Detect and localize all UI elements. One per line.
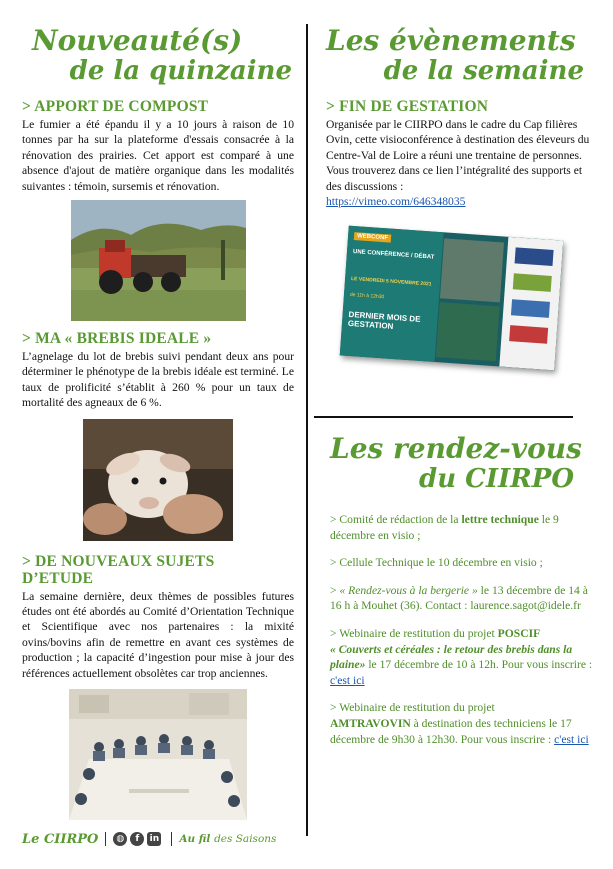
section-nouveaux-sujets [22, 553, 294, 820]
flyer-line1: UNE CONFÉRENCE / DÉBAT [352, 249, 435, 262]
heading-nouveautes: Nouveauté(s) [32, 24, 243, 57]
heading-quinzaine: de la quinzaine [69, 56, 292, 86]
rdv-item-comite: > Comité de rédaction de la lettre technique le 9 décembre en visio ; [330, 513, 559, 542]
section-text: Le fumier a été épandu il y a 10 jours à raison de 10 tonnes par ha sur la plateforme d'essais consacrée à la rénovation des prairies. Cet apport est comparé à une absence d'ajout de matière organique dans les modalités suivantes : témoin, sursemis et rénovation. [22, 118, 294, 193]
section-title: > FIN DE GESTATION [326, 98, 489, 115]
tractor-photo [71, 200, 246, 321]
webconf-flyer [336, 223, 566, 373]
poscif-inscription-link[interactable]: c'est ici [330, 673, 365, 687]
section-rendez-vous [330, 434, 594, 759]
section-title-line2: D’ETUDE [22, 569, 94, 587]
section-divider [314, 416, 573, 418]
ciirpo-logo: Le CIIRPO [22, 831, 99, 847]
section-text: La semaine dernière, deux thèmes de possibles futures études ont été abordés au Comité d’Orientation Technique et Scientifique avec nos partenaires : la mixité ovins/bovins afin de remettre en avant ces systèmes de production ; la capacité d’ingestion pour mise à jour des références actuellement obsolètes car trop anciennes. [22, 589, 294, 680]
linkedin-icon[interactable]: in [147, 832, 161, 846]
heading-evenements: Les évènements [326, 24, 576, 57]
flyer-date: LE VENDREDI 5 NOVEMBRE 2021 [350, 276, 432, 289]
flyer-time: de 11h à 12h30 [349, 292, 385, 301]
heading-du-ciirpo: du CIIRPO [419, 464, 574, 494]
section-text: Organisée par le CIIRPO dans le cadre du Cap filières Ovin, cette visioconférence à destination des éleveurs du Centre-Val de Loire a réuni une trentaine de personnes. Vous trouverez dans ce lien l’intégralité des supports et des discussions : [326, 118, 590, 193]
column-divider [306, 24, 308, 836]
footer-separator [171, 832, 172, 846]
left-column [22, 26, 294, 820]
section-title-line1: > DE NOUVEAUX SUJETS [22, 552, 215, 570]
tagline: Au fil des Saisons [179, 833, 277, 845]
lamb-photo [83, 419, 233, 541]
meeting-photo [69, 689, 247, 820]
footer [22, 829, 302, 849]
section-brebis-ideale [22, 330, 294, 541]
heading-rendez-vous: Les rendez-vous [330, 432, 582, 465]
flyer-line2: DERNIER MOIS DE GESTATION [347, 310, 421, 332]
footer-separator [105, 832, 106, 846]
rdv-item-cellule: > Cellule Technique le 10 décembre en visio ; [330, 556, 543, 570]
rdv-item-bergerie: > « Rendez-vous à la bergerie » le 13 décembre de 14 à 16 h à Mouhet (36). Contact : laurence.sagot@idele.fr [330, 583, 588, 613]
amtravovin-inscription-link[interactable]: c'est ici [554, 732, 589, 746]
rdv-item-poscif: > Webinaire de restitution du projet POSCIF « Couverts et céréales : le retour des brebis dans la plaine» le 17 décembre de 10 à 12h. Pour vous inscrire : c'est ici [330, 626, 593, 687]
section-compost [22, 98, 294, 321]
right-column [326, 24, 594, 746]
globe-icon[interactable]: ◍ [113, 832, 127, 846]
section-title: > APPORT DE COMPOST [22, 98, 209, 115]
rdv-item-amtravovin: > Webinaire de restitution du projet AMTRAVOVIN à destination des techniciens le 17 décembre de 9h30 à 12h30. Pour vous inscrire : c'est ici [330, 701, 589, 746]
heading-semaine: de la semaine [383, 56, 584, 86]
section-title: > MA « BREBIS IDEALE » [22, 330, 212, 348]
flyer-badge: WEBCONF [354, 233, 391, 244]
rdv-list [330, 512, 594, 747]
flyer-card [340, 226, 564, 371]
facebook-icon[interactable]: f [130, 832, 144, 846]
section-text: L’agnelage du lot de brebis suivi pendant deux ans pour déterminer le phénotype de la brebis idéale est terminé. Le taux de prolificité s’établit à 260 % pour un taux de mortalité des agneaux de 6 %. [22, 350, 294, 410]
vimeo-link[interactable]: https://vimeo.com/646348035 [326, 195, 466, 209]
section-fin-gestation [326, 98, 594, 373]
